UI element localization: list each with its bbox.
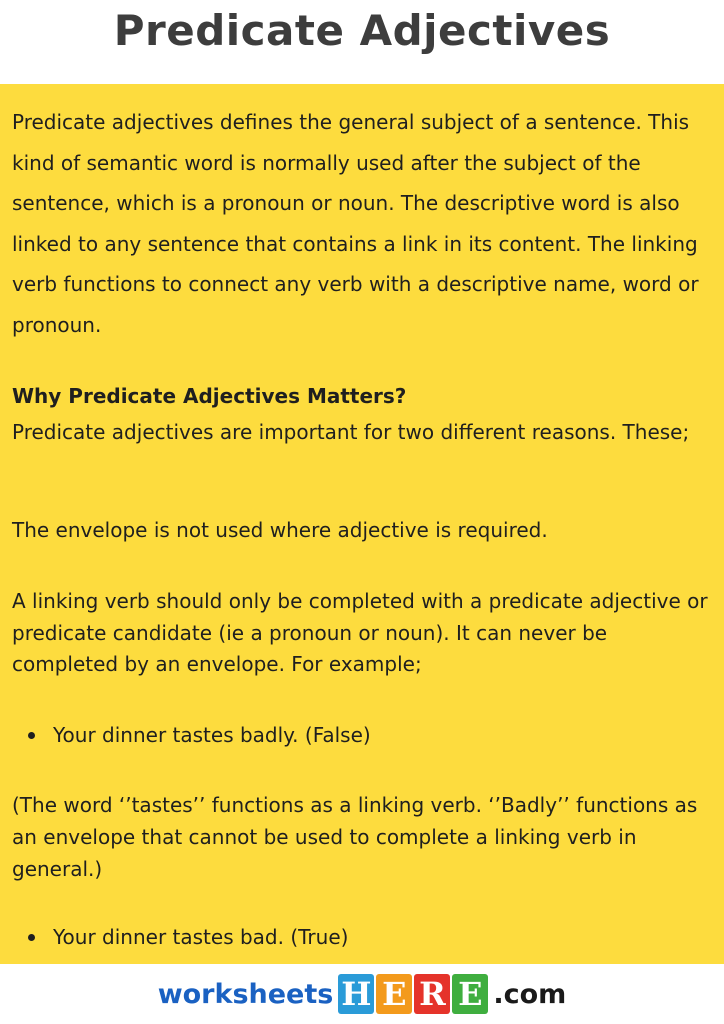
bullet-dot-icon xyxy=(28,732,35,739)
example-bullet-true xyxy=(28,923,348,951)
page-title: Predicate Adjectives xyxy=(113,6,611,56)
intro-paragraph: Predicate adjectives defines the general subject of a sentence. This kind of semantic word is normally used after the subject of the sentence, which is a pronoun or noun. The descriptive word is also linked to any sentence that contains a link in its content. The linking verb functions to connect any verb with a descriptive name, word or pronoun. xyxy=(12,110,699,337)
reasons-paragraph: Predicate adjectives are important for two different reasons. These; xyxy=(12,420,690,444)
brand-letter-r: R xyxy=(414,974,450,1014)
brand-letter-e2: E xyxy=(452,974,488,1014)
explanation-paragraph: (The word ‘’tastes’’ functions as a linking verb. ‘’Badly’’ functions as an envelope that cannot be used to complete a linking verb in general.) xyxy=(12,793,698,881)
bullet-text: Your dinner tastes badly. (False) xyxy=(53,723,371,747)
brand-tld: .com xyxy=(493,978,567,1010)
brand-letter-e: E xyxy=(376,974,412,1014)
bullet-dot-icon xyxy=(28,934,35,941)
page-footer xyxy=(0,964,724,1024)
page-header xyxy=(0,0,724,84)
linking-verb-paragraph: A linking verb should only be completed with a predicate adjective or predicate candidate (ie a pronoun or noun). It can never be completed by an envelope. For example; xyxy=(12,589,708,676)
example-bullet-false xyxy=(28,721,371,749)
envelope-paragraph: The envelope is not used where adjective is required. xyxy=(12,518,548,542)
content-panel xyxy=(0,84,724,964)
bullet-text: Your dinner tastes bad. (True) xyxy=(53,925,349,949)
section-heading: Why Predicate Adjectives Matters? xyxy=(12,384,407,408)
brand-logo[interactable] xyxy=(158,974,567,1014)
brand-letter-h: H xyxy=(338,974,374,1014)
brand-word: worksheets xyxy=(157,978,334,1010)
